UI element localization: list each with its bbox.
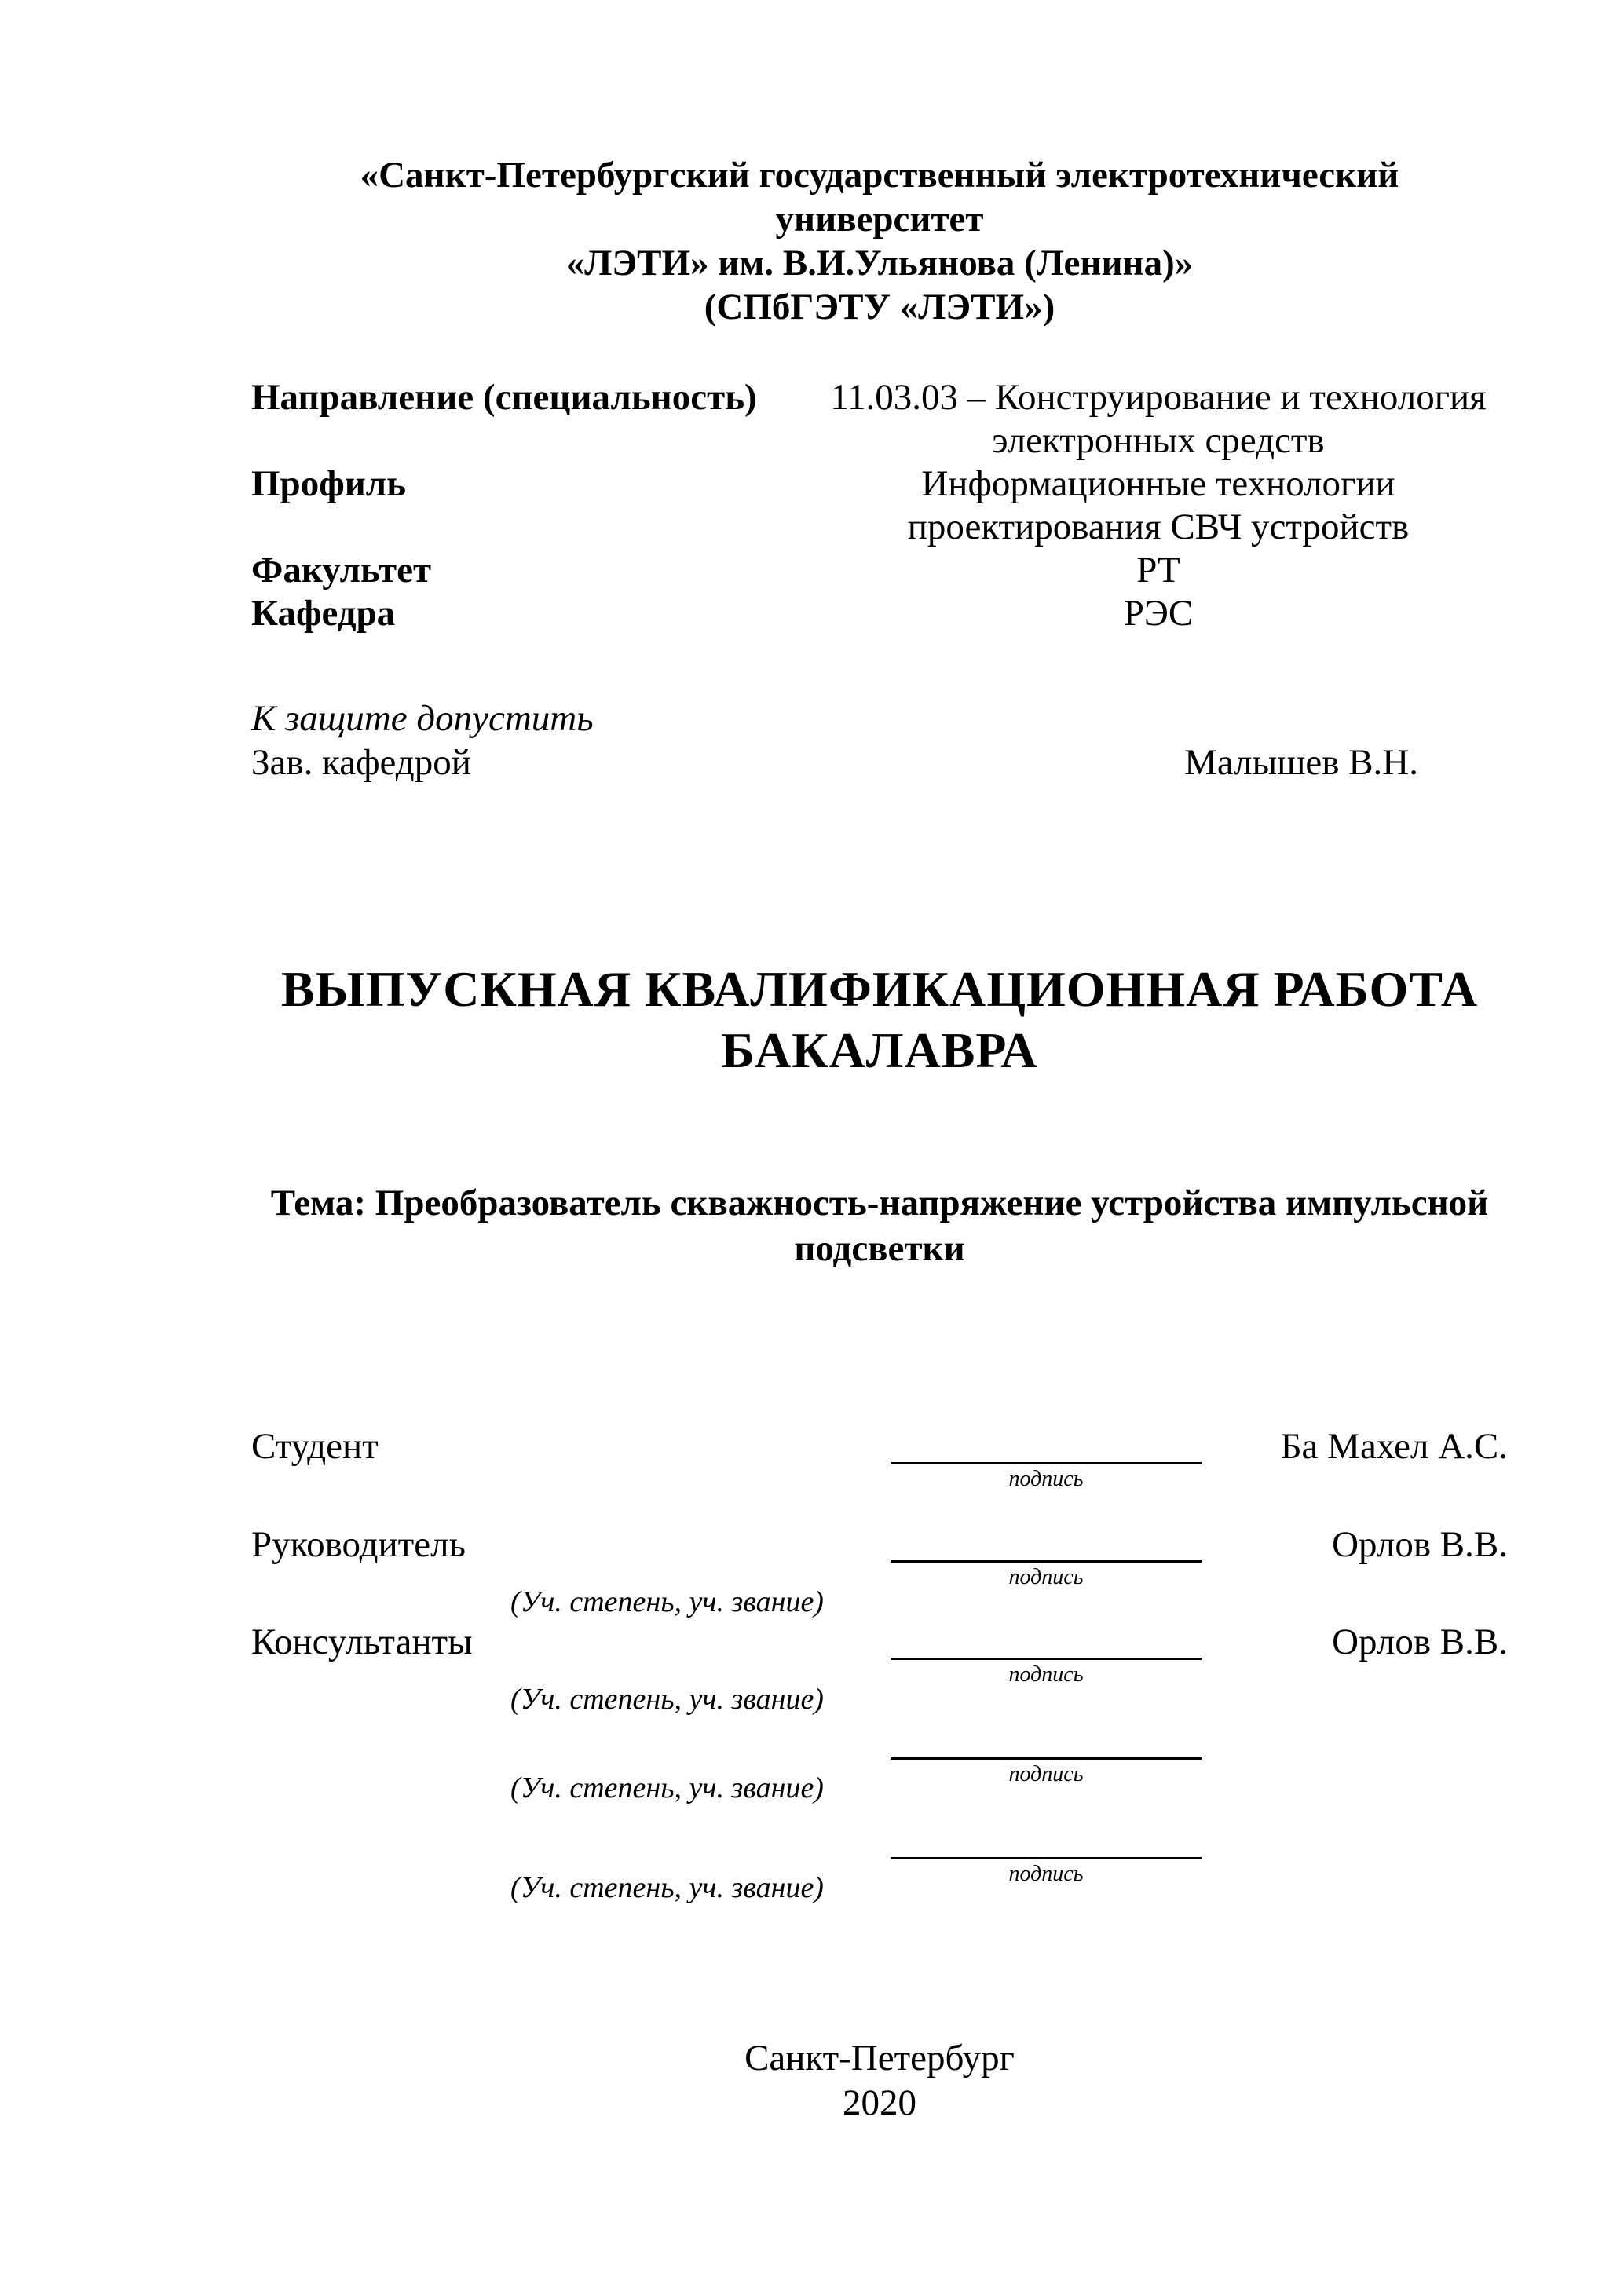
- field-value-profile: [809, 462, 1508, 549]
- university-name-line-1: «Санкт-Петербургский государственный электротехнический: [360, 155, 1399, 196]
- field-row-direction: [251, 376, 1508, 462]
- field-label-profile: Профиль: [251, 463, 407, 504]
- signature-name-consultant-1: Орлов В.В.: [1332, 1621, 1508, 1662]
- field-row-profile: [251, 462, 1508, 549]
- signature-role-cell: [251, 1620, 891, 1717]
- signature-line-cell: [891, 1857, 1202, 1888]
- field-label-faculty: Факультет: [251, 550, 432, 590]
- signature-role-cell: [251, 1523, 891, 1620]
- university-name-line-3: «ЛЭТИ» им. В.И.Ульянова (Ленина)»: [565, 243, 1194, 283]
- department-head-row: [251, 740, 1508, 784]
- signature-line-cell: [891, 1424, 1202, 1493]
- thesis-title-line-2: БАКАЛАВРА: [721, 1022, 1038, 1078]
- signature-name-student: Ба Махел А.С.: [1280, 1426, 1508, 1467]
- thesis-title-line-1: ВЫПУСКНАЯ КВАЛИФИКАЦИОННАЯ РАБОТА: [280, 961, 1479, 1017]
- signature-name-supervisor: Орлов В.В.: [1332, 1524, 1508, 1565]
- signature-caption: подпись: [1008, 1662, 1084, 1687]
- field-value-department: РЭС: [1123, 593, 1194, 634]
- page-content: [251, 153, 1508, 2126]
- field-label-department: Кафедра: [251, 593, 396, 634]
- signature-role-cell: [251, 1757, 891, 1806]
- field-value-profile-line-2: проектирования СВЧ устройств: [907, 506, 1410, 547]
- signature-row-consultant-2: [251, 1757, 1508, 1806]
- signature-caption: подпись: [1008, 1467, 1084, 1491]
- signature-line-cell: [891, 1757, 1202, 1788]
- signature-line-cell: [891, 1620, 1202, 1688]
- signature-row-consultants: [251, 1620, 1508, 1717]
- signature-role-student: Студент: [251, 1426, 379, 1467]
- degree-rank-caption: (Уч. степень, уч. звание): [510, 1683, 824, 1716]
- degree-rank-caption: (Уч. степень, уч. звание): [510, 1585, 824, 1618]
- degree-rank-caption: (Уч. степень, уч. звание): [510, 1871, 824, 1904]
- degree-fields: [251, 376, 1508, 635]
- signature-role-supervisor: Руководитель: [251, 1524, 466, 1565]
- field-label-direction: Направление (специальность): [251, 377, 757, 418]
- signature-line-cell: [891, 1523, 1202, 1591]
- field-value-direction-line-2: электронных средств: [992, 420, 1325, 461]
- approval-block: [251, 696, 1508, 784]
- department-head-name: Малышев В.Н.: [1184, 742, 1418, 783]
- signature-role-cell: [251, 1424, 891, 1468]
- university-name-line-2: университет: [775, 199, 984, 239]
- university-name-line-4: (СПбГЭТУ «ЛЭТИ»): [704, 287, 1055, 327]
- thesis-topic-line-2: подсветки: [794, 1228, 965, 1269]
- signature-role-consultants: Консультанты: [251, 1621, 473, 1662]
- university-header: [251, 153, 1508, 329]
- footer-block: [251, 2036, 1508, 2126]
- signatures-section: [251, 1424, 1508, 1906]
- department-head-label: Зав. кафедрой: [251, 742, 471, 783]
- signature-caption: подпись: [1008, 1762, 1084, 1786]
- signature-row-consultant-3: [251, 1857, 1508, 1906]
- signature-row-supervisor: [251, 1523, 1508, 1620]
- thesis-title: [251, 959, 1508, 1081]
- signature-role-cell: [251, 1857, 891, 1906]
- degree-rank-caption: (Уч. степень, уч. звание): [510, 1771, 824, 1804]
- field-row-faculty: [251, 549, 1508, 592]
- field-value-direction-line-1: 11.03.03 – Конструирование и технология: [830, 377, 1487, 418]
- signature-caption: подпись: [1008, 1862, 1084, 1886]
- thesis-topic: [251, 1180, 1508, 1271]
- field-value-faculty: РТ: [1136, 550, 1180, 590]
- thesis-topic-line-1: Тема: Преобразователь скважность-напряжение устройства импульсной: [270, 1183, 1489, 1223]
- field-value-direction: [809, 376, 1508, 462]
- footer-year: 2020: [843, 2082, 916, 2123]
- field-value-profile-line-1: Информационные технологии: [921, 463, 1395, 504]
- field-row-department: [251, 592, 1508, 635]
- admit-to-defense-line: К защите допустить: [251, 698, 594, 739]
- signature-row-student: [251, 1424, 1508, 1493]
- signature-caption: подпись: [1008, 1565, 1084, 1589]
- footer-city: Санкт-Петербург: [744, 2038, 1015, 2078]
